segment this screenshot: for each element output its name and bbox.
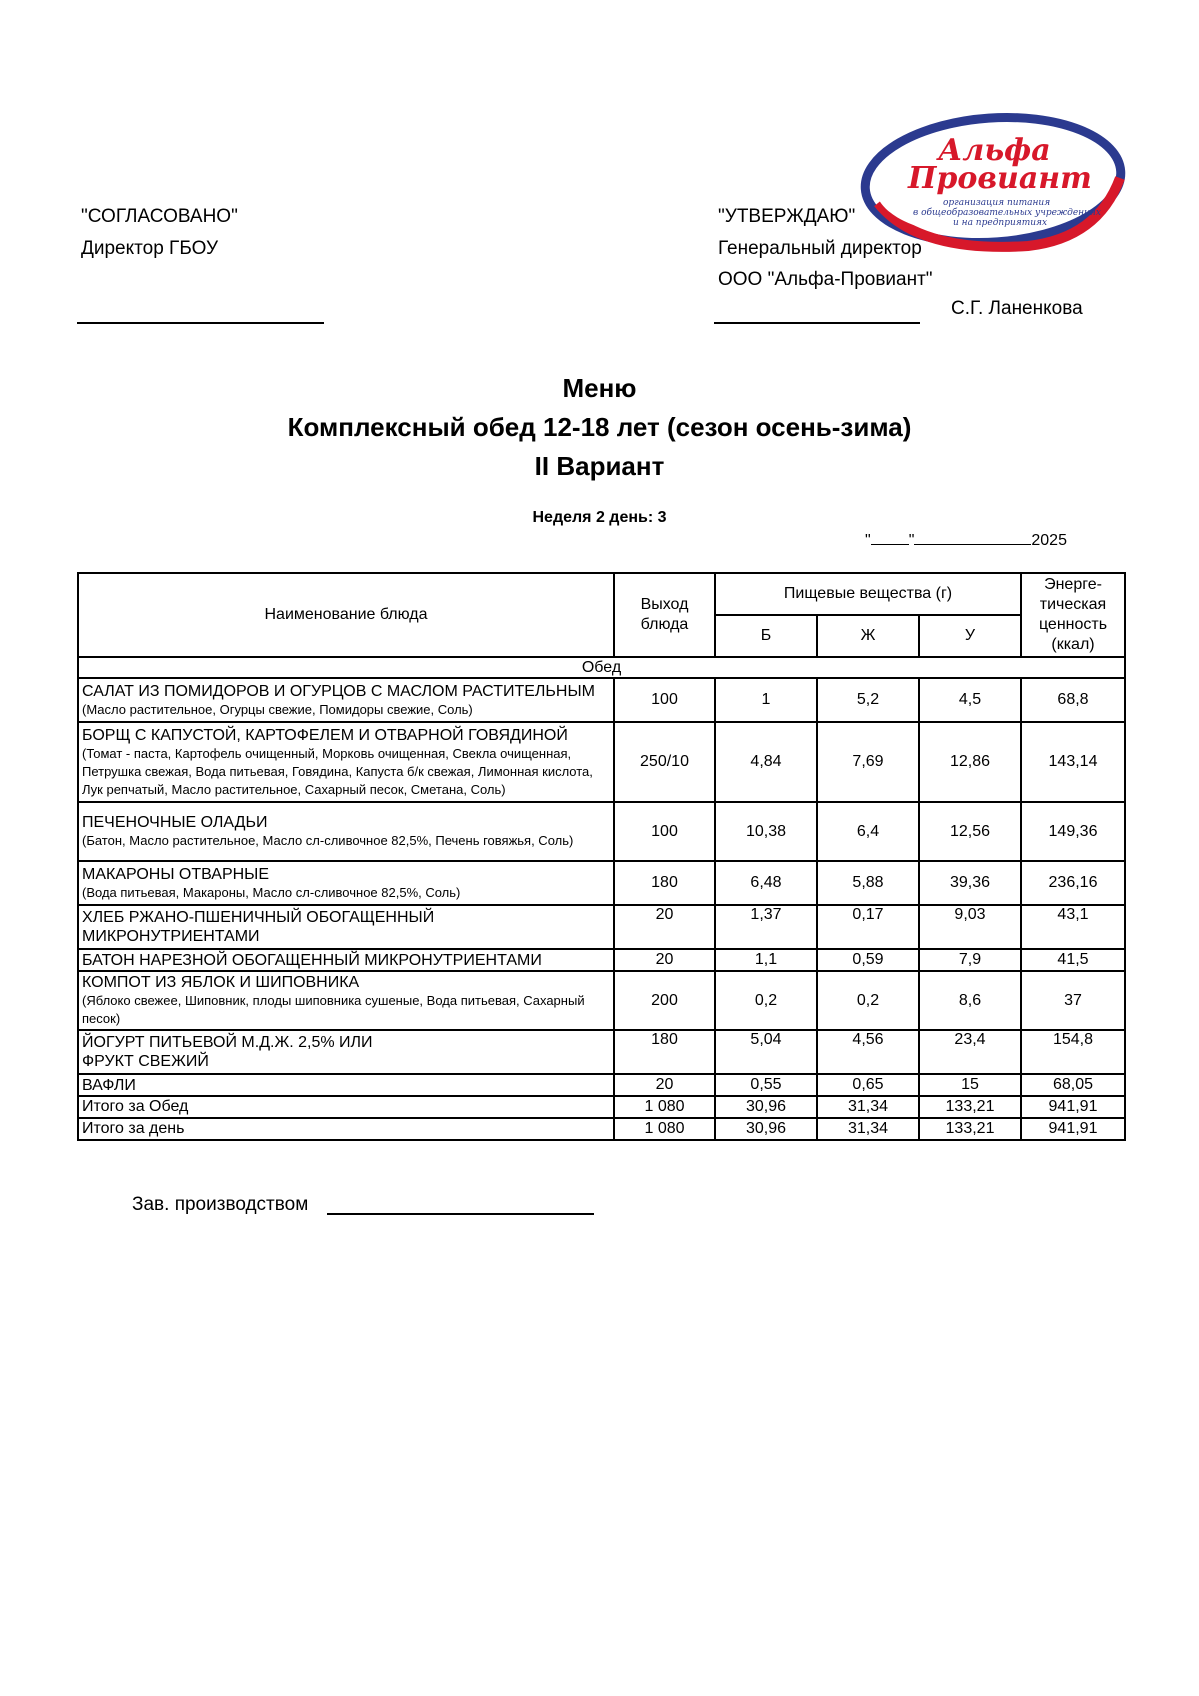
dish-protein: 5,04 [715, 1030, 817, 1074]
approve-label: "УТВЕРЖДАЮ" [718, 206, 856, 227]
table-row [78, 678, 1125, 722]
dish-cell [78, 949, 614, 971]
table-row [78, 1074, 1125, 1096]
section-lunch: Обед [78, 657, 1125, 678]
header-energy-line1: Энерге- [1044, 576, 1102, 593]
dish-yield: 100 [614, 802, 715, 861]
table-row [78, 905, 1125, 949]
header-yield [614, 573, 715, 657]
date-day-blank [871, 530, 909, 545]
dish-carbs: 12,56 [919, 802, 1021, 861]
total-row-day [78, 1118, 1125, 1140]
dish-fat: 0,2 [817, 971, 919, 1030]
header-energy-line2: тическая [1039, 596, 1107, 613]
dish-protein: 1 [715, 678, 817, 722]
agreed-signature-line [77, 322, 324, 324]
agreed-position: Директор ГБОУ [81, 238, 219, 259]
approve-signer: С.Г. Ланенкова [951, 298, 1083, 319]
total-label: Итого за Обед [78, 1096, 614, 1118]
header-carbs: У [919, 615, 1021, 657]
dish-name: ВАФЛИ [82, 1076, 136, 1094]
header-yield-line2: блюда [640, 616, 689, 633]
dish-carbs: 4,5 [919, 678, 1021, 722]
logo-line1: Альфа [938, 133, 1051, 168]
dish-ingredients: (Вода питьевая, Макароны, Масло сл-сливочное 82,5%, Соль) [82, 884, 461, 900]
dish-name: БАТОН НАРЕЗНОЙ ОБОГАЩЕННЫЙ МИКРОНУТРИЕНТАМИ [82, 951, 542, 969]
production-head-signature-line [327, 1213, 594, 1215]
dish-name: ЙОГУРТ ПИТЬЕВОЙ М.Д.Ж. 2,5% ИЛИ ФРУКТ СВЕЖИЙ [82, 1034, 373, 1070]
dish-fat: 6,4 [817, 802, 919, 861]
dish-kcal: 37 [1021, 971, 1125, 1030]
dish-fat: 4,56 [817, 1030, 919, 1074]
dish-kcal: 149,36 [1021, 802, 1125, 861]
table-row [78, 949, 1125, 971]
dish-cell [78, 971, 614, 1030]
page-subtitle: Комплексный обед 12-18 лет (сезон осень-зима) [287, 412, 912, 442]
dish-cell [78, 1030, 614, 1074]
date-quote-close: " [908, 532, 915, 549]
header-fat: Ж [817, 615, 919, 657]
page-variant: II Вариант [534, 451, 665, 481]
header-dish-name: Наименование блюда [78, 573, 614, 657]
week-day: Неделя 2 день: 3 [532, 509, 667, 526]
header-energy [1021, 573, 1125, 657]
total-yield: 1 080 [614, 1096, 715, 1118]
dish-protein: 10,38 [715, 802, 817, 861]
header-yield-line1: Выход [640, 596, 689, 613]
logo-tagline2: в общеобразовательных учреждениях [913, 208, 1101, 218]
dish-cell [78, 678, 614, 722]
menu-table [77, 572, 1126, 1141]
dish-ingredients: (Томат - паста, Картофель очищенный, Морковь очищенная, Свекла очищенная, Петрушка свежая, Вода питьевая, Говядина, Капуста б/к свежая, Лимонная кислота, Лук репчатый, Масло растительное, Сахарный песок, Сметана, Соль) [82, 745, 593, 797]
dish-name: БОРЩ С КАПУСТОЙ, КАРТОФЕЛЕМ И ОТВАРНОЙ ГОВЯДИНОЙ [82, 726, 568, 744]
dish-cell [78, 722, 614, 802]
date-field [865, 530, 1067, 551]
company-logo [858, 108, 1128, 253]
total-fat: 31,34 [817, 1118, 919, 1140]
dish-carbs: 15 [919, 1074, 1021, 1096]
total-protein: 30,96 [715, 1096, 817, 1118]
dish-carbs: 8,6 [919, 971, 1021, 1030]
dish-fat: 7,69 [817, 722, 919, 802]
dish-fat: 0,65 [817, 1074, 919, 1096]
dish-yield: 20 [614, 949, 715, 971]
dish-kcal: 68,05 [1021, 1074, 1125, 1096]
date-quote-open: " [865, 532, 871, 549]
dish-ingredients: (Яблоко свежее, Шиповник, плоды шиповника сушеные, Вода питьевая, Сахарный песок) [82, 993, 585, 1026]
dish-protein: 0,55 [715, 1074, 817, 1096]
total-label: Итого за день [78, 1118, 614, 1140]
dish-name: ХЛЕБ РЖАНО-ПШЕНИЧНЫЙ ОБОГАЩЕННЫЙ МИКРОНУТРИЕНТАМИ [82, 909, 435, 945]
date-year: 2025 [1031, 532, 1067, 549]
dish-yield: 200 [614, 971, 715, 1030]
dish-cell [78, 1074, 614, 1096]
dish-name: МАКАРОНЫ ОТВАРНЫЕ [82, 865, 270, 883]
dish-cell [78, 861, 614, 905]
dish-kcal: 236,16 [1021, 861, 1125, 905]
dish-cell [78, 802, 614, 861]
production-head-label: Зав. производством [132, 1194, 309, 1215]
header-energy-line4: (ккал) [1051, 636, 1095, 653]
total-fat: 31,34 [817, 1096, 919, 1118]
dish-protein: 1,37 [715, 905, 817, 949]
dish-kcal: 154,8 [1021, 1030, 1125, 1074]
dish-carbs: 23,4 [919, 1030, 1021, 1074]
table-row [78, 802, 1125, 861]
dish-carbs: 9,03 [919, 905, 1021, 949]
dish-kcal: 143,14 [1021, 722, 1125, 802]
logo-tagline1: организация питания [943, 198, 1051, 208]
approve-company: ООО "Альфа-Провиант" [718, 269, 933, 290]
approve-signature-line [714, 322, 920, 324]
header-protein: Б [715, 615, 817, 657]
dish-carbs: 12,86 [919, 722, 1021, 802]
dish-protein: 4,84 [715, 722, 817, 802]
header-energy-line3: ценность [1038, 616, 1108, 633]
dish-kcal: 68,8 [1021, 678, 1125, 722]
dish-fat: 5,88 [817, 861, 919, 905]
total-yield: 1 080 [614, 1118, 715, 1140]
dish-yield: 250/10 [614, 722, 715, 802]
total-kcal: 941,91 [1021, 1118, 1125, 1140]
table-row [78, 1030, 1125, 1074]
approve-position: Генеральный директор [718, 238, 922, 259]
table-row [78, 722, 1125, 802]
dish-ingredients: (Масло растительное, Огурцы свежие, Помидоры свежие, Соль) [82, 701, 473, 717]
dish-fat: 5,2 [817, 678, 919, 722]
date-month-blank [914, 530, 1031, 545]
total-kcal: 941,91 [1021, 1096, 1125, 1118]
dish-yield: 180 [614, 1030, 715, 1074]
dish-fat: 0,59 [817, 949, 919, 971]
dish-name: ПЕЧЕНОЧНЫЕ ОЛАДЬИ [82, 814, 268, 831]
total-carbs: 133,21 [919, 1118, 1021, 1140]
dish-carbs: 7,9 [919, 949, 1021, 971]
table-row [78, 971, 1125, 1030]
logo-tagline3: и на предприятиях [953, 218, 1048, 228]
dish-yield: 100 [614, 678, 715, 722]
table-row [78, 861, 1125, 905]
dish-protein: 1,1 [715, 949, 817, 971]
total-protein: 30,96 [715, 1118, 817, 1140]
logo-line2: Провиант [908, 161, 1092, 196]
total-carbs: 133,21 [919, 1096, 1021, 1118]
dish-yield: 20 [614, 905, 715, 949]
dish-name: САЛАТ ИЗ ПОМИДОРОВ И ОГУРЦОВ С МАСЛОМ РАСТИТЕЛЬНЫМ [82, 682, 595, 700]
total-row-lunch [78, 1096, 1125, 1118]
dish-protein: 0,2 [715, 971, 817, 1030]
dish-cell [78, 905, 614, 949]
dish-ingredients: (Батон, Масло растительное, Масло сл-сливочное 82,5%, Печень говяжья, Соль) [82, 833, 574, 848]
dish-yield: 180 [614, 861, 715, 905]
dish-kcal: 43,1 [1021, 905, 1125, 949]
dish-carbs: 39,36 [919, 861, 1021, 905]
agreed-label: "СОГЛАСОВАНО" [81, 206, 238, 227]
dish-protein: 6,48 [715, 861, 817, 905]
dish-yield: 20 [614, 1074, 715, 1096]
dish-fat: 0,17 [817, 905, 919, 949]
dish-name: КОМПОТ ИЗ ЯБЛОК И ШИПОВНИКА [82, 974, 360, 991]
header-nutrients: Пищевые вещества (г) [715, 573, 1021, 615]
dish-kcal: 41,5 [1021, 949, 1125, 971]
page-title: Меню [562, 373, 637, 403]
